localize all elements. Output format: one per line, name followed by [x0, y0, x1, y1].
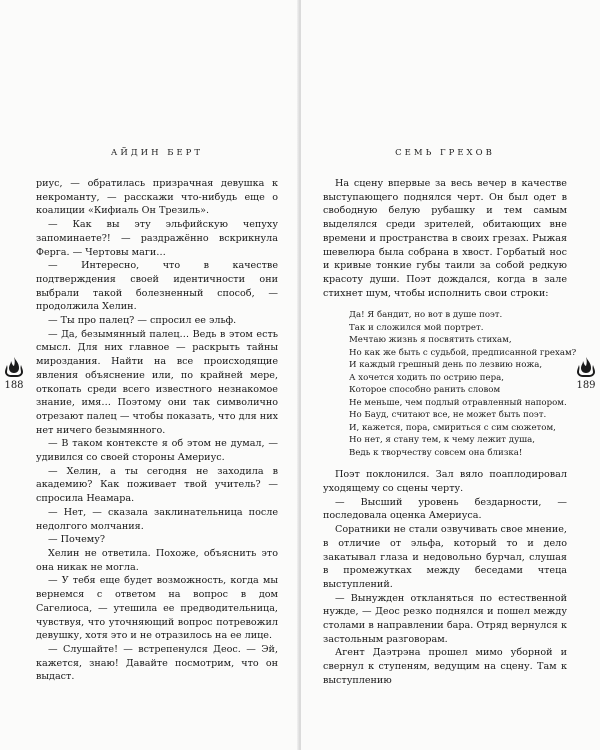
paragraph: — Интересно, что в качестве подтверждения своей идентичности они выбрали такой болезненный способ, — продолжила Хелин.	[36, 260, 278, 313]
right-page	[301, 0, 600, 750]
poem-verse	[349, 309, 577, 459]
verse-line: Но как же быть с судьбой, предписанной грехам?	[349, 347, 577, 358]
verse-line: И каждый грешный день по лезвию ножа,	[349, 360, 543, 371]
paragraph: — Хелин, а ты сегодня не заходила в академию? Как поживает твой учитель? — спросила Неамара.	[36, 465, 278, 505]
paragraph: — Как вы эту эльфийскую чепуху запоминаете?! — раздражённо вскрикнула Ферга. — Чертовы маги…	[36, 219, 278, 258]
verse-line: Да! Я бандит, но вот в душе поэт.	[349, 310, 503, 321]
page-marker-right	[575, 356, 597, 391]
paragraph: Агент Даэтрэна прошел мимо уборной и свернул к ступеням, ведущим на сцену. Там к выступлению	[323, 647, 567, 686]
page-number-left: 188	[4, 380, 24, 391]
flame-ornament-icon	[4, 356, 24, 378]
paragraph: — Да, безымянный палец… Ведь в этом есть смысл. Для них главное — раскрыть тайны мироздания. Найти на все происходящие явления объяснение или, по крайней мере, откопать среди всего известного незнакомое знание, имя… Поэтому они так символично отрезают палец — чтобы показать, что для них нет ничего безымянного.	[36, 328, 278, 436]
paragraph: Соратники не стали озвучивать свое мнение, в отличие от эльфа, который то и дело закатывал глаза и недовольно бурчал, слушая в промежутках между беседами чтеца выступлений.	[323, 524, 567, 590]
verse-line: Но нет, я стану тем, к чему лежит душа,	[349, 435, 535, 446]
paragraph: — Вынужден откланяться по естественной нужде, — Деос резко поднялся и пошел между столами в направлении бара. Отряд вернулся к застольным разговорам.	[323, 592, 567, 645]
paragraph: — Слушайте! — встрепенулся Деос. — Эй, кажется, знаю! Давайте посмотрим, что он выдаст.	[36, 643, 278, 683]
verse-line: Мечтаю жизнь я посвятить стихам,	[349, 335, 512, 346]
paragraph: — Нет, — сказала заклинательница после недолгого молчания.	[36, 506, 278, 532]
page-marker-left	[3, 356, 25, 391]
right-page-body	[323, 177, 577, 688]
paragraph: — Почему?	[48, 534, 106, 546]
verse-line: Но Бауд, считают все, не может быть поэт.	[349, 410, 547, 421]
paragraph: — В таком контексте я об этом не думал, — удивился со своей стороны Америус.	[36, 438, 278, 464]
paragraph: Поэт поклонился. Зал вяло поаплодировал уходящему со сцены черту.	[323, 469, 567, 495]
running-head-right: СЕМЬ ГРЕХОВ	[395, 148, 495, 158]
verse-line: Так и сложился мой портрет.	[349, 322, 484, 333]
paragraph: Хелин не ответила. Похоже, объяснить это она никак не могла.	[36, 547, 278, 573]
page-number-right: 189	[576, 380, 596, 391]
running-head-left: АЙДИН БЕРТ	[110, 148, 204, 158]
left-page	[0, 0, 299, 750]
paragraph: — Ты про палец? — спросил ее эльф.	[48, 315, 237, 327]
left-page-body	[36, 177, 278, 684]
verse-line: И, кажется, пора, смириться с сим сюжетом,	[349, 422, 556, 433]
verse-line: Не меньше, чем подлый отравленный напором.	[349, 397, 567, 408]
paragraph: риус, — обратилась призрачная девушка к некроманту, — расскажи что-нибудь еще о коалиции «Кифиаль Он Трезиль».	[36, 178, 278, 217]
verse-line: Ведь к творчеству совсем она близка!	[349, 447, 523, 458]
flame-ornament-icon	[576, 356, 596, 378]
paragraph: — Высший уровень бездарности, — последовала оценка Америуса.	[323, 496, 567, 522]
paragraph: На сцену впервые за весь вечер в качестве выступающего поднялся черт. Он был одет в свободную белую рубашку и тем самым выделялся среди зрителей, обитающих вне времени и пространства в своих грезах. Рыжая шевелюра была собрана в хвост. Горбатый нос и кривые тонкие губы таили за собой редкую красоту души. Поэт дождался, когда в зале стихнет шум, чтобы исполнить свои строки:	[323, 178, 567, 299]
verse-line: Которое способно ранить словом	[349, 385, 501, 396]
paragraph: — У тебя еще будет возможность, когда мы вернемся с ответом на вопрос в дом Сагелиоса, — утешила ее предводительница, чувствуя, что уточняющий вопрос потревожил девушку, хотя это и не отразилось на ее лице.	[36, 575, 278, 642]
verse-line: А хочется ходить по острию пера,	[349, 372, 504, 383]
